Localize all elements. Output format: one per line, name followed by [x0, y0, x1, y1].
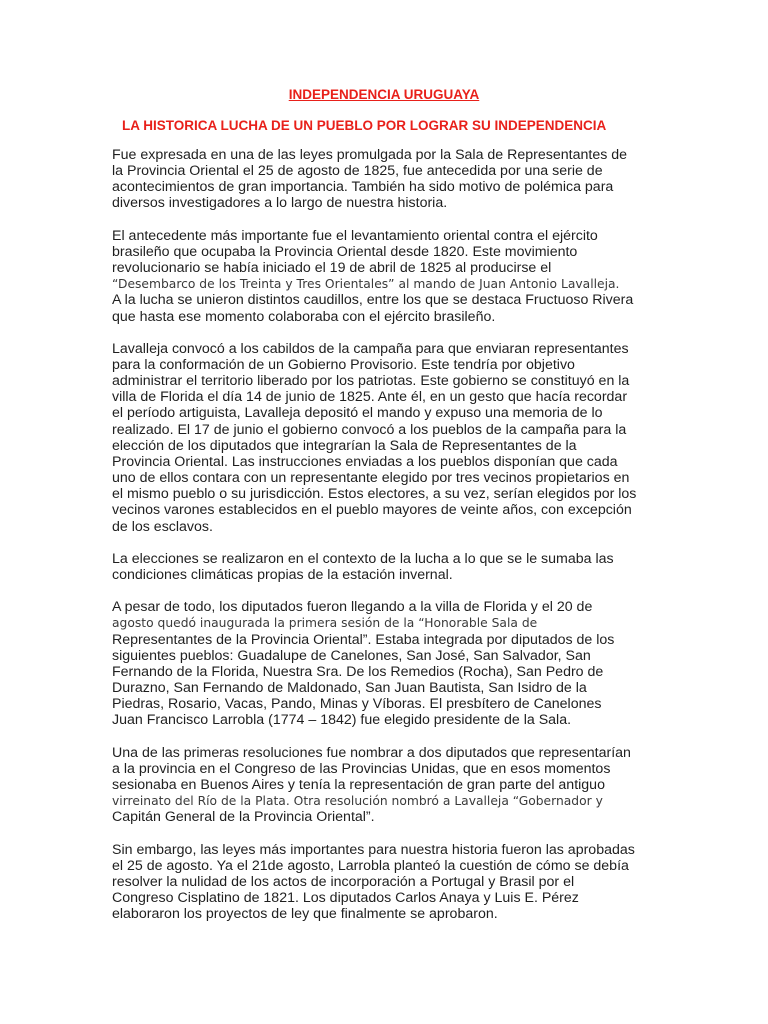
text-line: vecinos varones establecidos en el pueblo mayores de veinte años, con excepción — [112, 502, 632, 519]
text-line: realizado. El 17 de junio el gobierno convocó a los pueblos de la campaña para la — [112, 421, 627, 438]
text-line: el 25 de agosto. Ya el 21de agosto, Larrobla planteó la cuestión de cómo se debía — [112, 857, 629, 874]
text-line: acontecimientos de gran importancia. También ha sido motivo de polémica para — [112, 179, 614, 196]
text-line: resolver la nulidad de los actos de incorporación a Portugal y Brasil por el — [112, 873, 575, 890]
text-line: brasileño que ocupaba la Provincia Oriental desde 1820. Este movimiento — [112, 243, 578, 260]
text-line: uno de ellos contara con un representante elegido por tres vecinos propietarios en — [112, 470, 630, 487]
text-line: el período artiguista, Lavalleja depositó el mando y expuso una memoria de lo — [112, 405, 603, 422]
text-line: Provincia Oriental. Las instrucciones enviadas a los pueblos disponían que cada — [112, 453, 618, 470]
text-line: para la conformación de un Gobierno Provisorio. Este tendría por objetivo — [112, 357, 575, 373]
text-line: Piedras, Rosario, Vacas, Pando, Minas y Víboras. El presbítero de Canelones — [112, 696, 602, 713]
text-line: diversos investigadores a lo largo de nuestra historia. — [112, 195, 448, 212]
text-line: agosto quedó inaugurada la primera sesión de la “Honorable Sala de — [112, 616, 538, 631]
text-line: Una de las primeras resoluciones fue nombrar a dos diputados que representarían — [112, 744, 631, 761]
text-line: Capitán General de la Provincia Oriental”. — [112, 809, 375, 826]
text-line: El antecedente más importante fue el levantamiento oriental contra el ejército — [112, 227, 598, 244]
text-line: siguientes pueblos: Guadalupe de Canelones, San José, San Salvador, San — [112, 647, 591, 664]
text-line: de los esclavos. — [112, 518, 213, 535]
text-line: condiciones climáticas propias de la estación invernal. — [112, 567, 453, 584]
paragraph — [112, 228, 672, 325]
text-line: Lavalleja convocó a los cabildos de la campaña para que enviaran representantes — [112, 340, 629, 357]
paragraph — [112, 147, 672, 212]
text-line: Fue expresada en una de las leyes promulgada por la Sala de Representantes de — [112, 147, 628, 163]
text-line: Juan Francisco Larrobla (1774 – 1842) fue elegido presidente de la Sala. — [112, 712, 572, 729]
text-line: revolucionario se había iniciado el 19 de abril de 1825 al producirse el — [112, 260, 552, 277]
paragraph — [112, 341, 672, 535]
text-line: A la lucha se unieron distintos caudillos, entre los que se destaca Fructuoso Rivera — [112, 292, 634, 309]
text-line: villa de Florida el día 14 de junio de 1825. Ante él, en un gesto que hacía recordar — [112, 389, 628, 406]
text-line: el mismo pueblo o su jurisdicción. Estos electores, a su vez, serían elegidos por los — [112, 486, 637, 503]
text-line: La elecciones se realizaron en el contexto de la lucha a lo que se le sumaba las — [112, 550, 614, 567]
text-line: administrar el territorio liberado por los patriotas. Este gobierno se constituyó en la — [112, 373, 630, 390]
document-title: INDEPENDENCIA URUGUAYA — [288, 87, 480, 102]
text-line: que hasta ese momento colaboraba con el ejército brasileño. — [112, 308, 496, 325]
paragraph — [112, 551, 672, 583]
text-line: Congreso Cisplatino de 1821. Los diputados Carlos Anaya y Luis E. Pérez — [112, 890, 579, 907]
text-line: a la provincia en el Congreso de las Provincias Unidas, que en esos momentos — [112, 760, 611, 777]
text-line: Representantes de la Provincia Oriental”. Estaba integrada por diputados de los — [112, 631, 615, 648]
text-line: Durazno, San Fernando de Maldonado, San Juan Bautista, San Isidro de la — [112, 680, 587, 697]
text-line: A pesar de todo, los diputados fueron llegando a la villa de Florida y el 20 de — [112, 599, 593, 616]
text-line: Sin embargo, las leyes más importantes para nuestra historia fueron las aprobadas — [112, 841, 635, 858]
text-line: sesionaba en Buenos Aires y tenía la representación de gran parte del antiguo — [112, 777, 605, 794]
text-line: “Desembarco de los Treinta y Tres Orientales” al mando de Juan Antonio Lavalleja. — [112, 277, 620, 292]
document-body — [112, 147, 672, 939]
text-line: elección de los diputados que integrarían la Sala de Representantes de la — [112, 437, 577, 454]
text-line: virreinato del Río de la Plata. Otra resolución nombró a Lavalleja “Gobernador y — [112, 794, 603, 809]
paragraph — [112, 599, 672, 728]
text-line: elaboraron los proyectos de ley que finalmente se aprobaron. — [112, 906, 498, 923]
text-line: la Provincia Oriental el 25 de agosto de 1825, fue antecedida por una serie de — [112, 163, 603, 180]
text-line: Fernando de la Florida, Nuestra Sra. De los Remedios (Rocha), San Pedro de — [112, 663, 604, 680]
paragraph — [112, 842, 672, 923]
paragraph — [112, 745, 672, 826]
document-subtitle: LA HISTORICA LUCHA DE UN PUEBLO POR LOGRAR SU INDEPENDENCIA — [122, 118, 607, 133]
